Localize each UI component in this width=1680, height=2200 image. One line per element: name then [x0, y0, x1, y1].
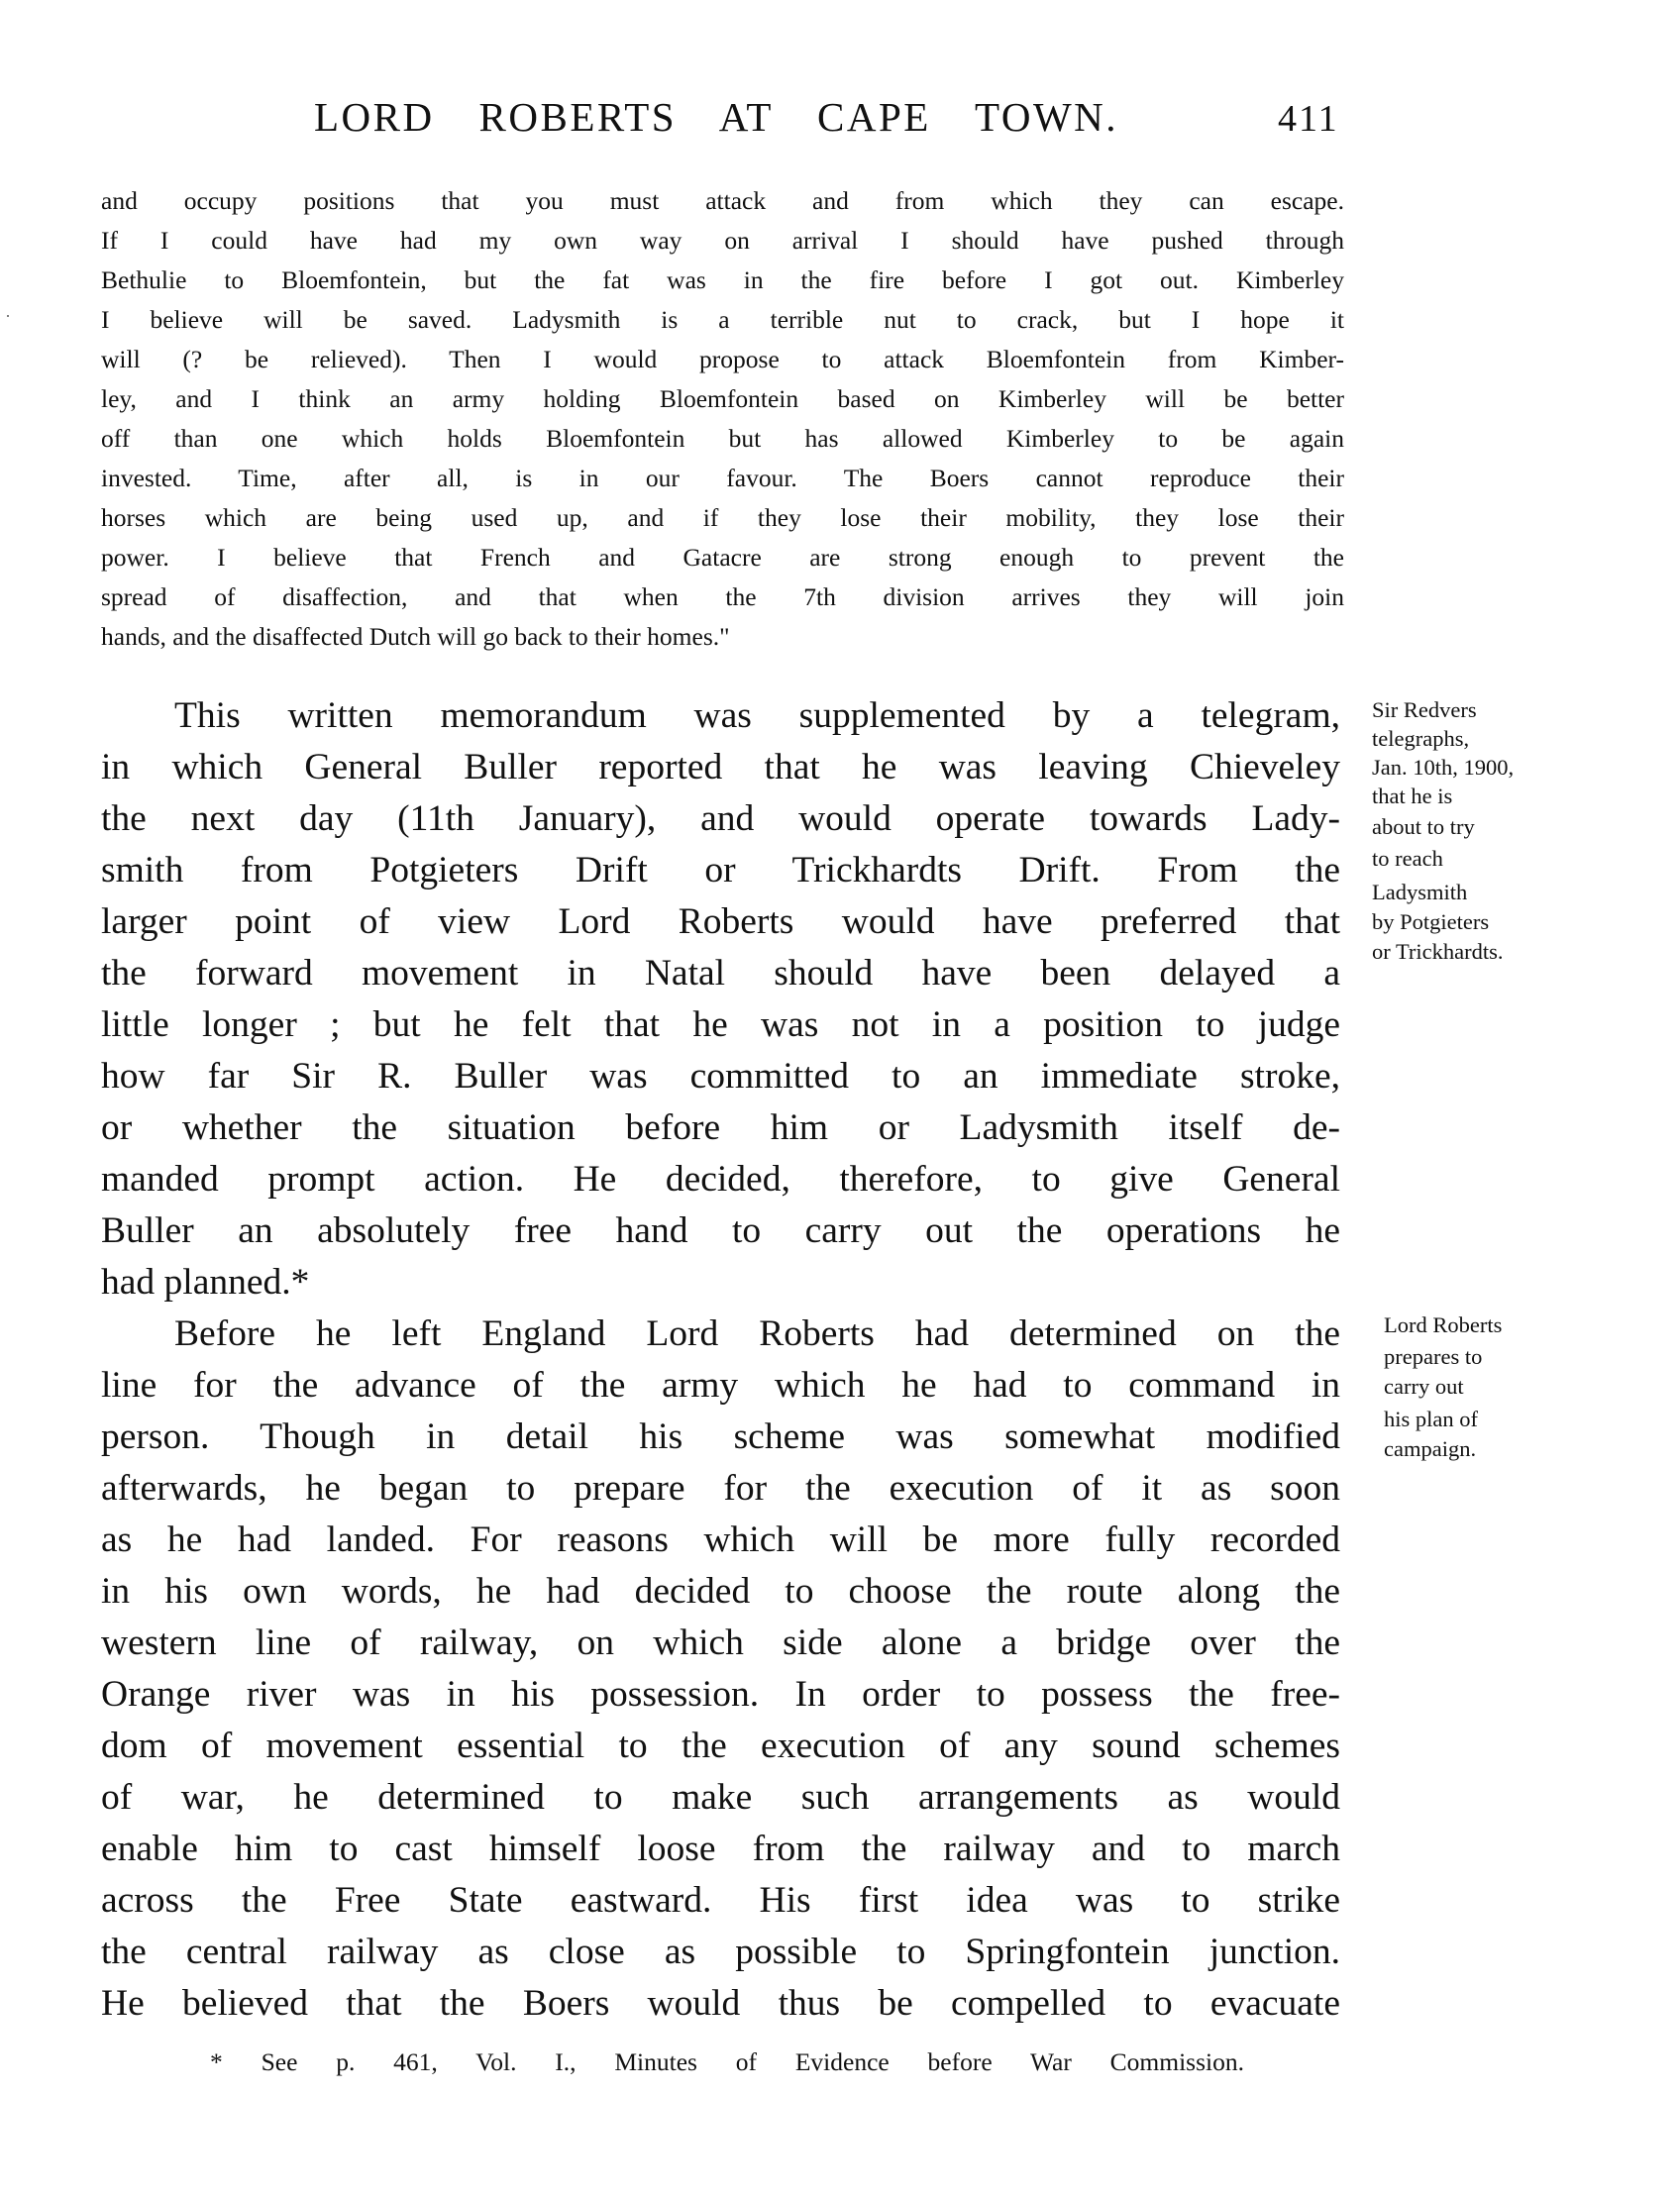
body-line: He believed that the Boers would thus be compelled to evacuate	[101, 1983, 1340, 2024]
marginal-line: Ladysmith	[1372, 880, 1468, 904]
quote-line: ley, and I think an army holding Bloemfontein based on Kimberley will be better	[101, 384, 1344, 413]
body-line: as he had landed. For reasons which will be more fully recorded	[101, 1519, 1340, 1560]
body-line: the forward movement in Natal should have been delayed a	[101, 953, 1340, 994]
marginal-line: his plan of	[1384, 1407, 1478, 1431]
quote-line: will (? be relieved). Then I would propose to attack Bloemfontein from Kimber-	[101, 345, 1344, 373]
body-line: in his own words, he had decided to choose the route along the	[101, 1571, 1340, 1612]
quote-line: power. I believe that French and Gatacre are strong enough to prevent the	[101, 543, 1344, 572]
marginal-line: or Trickhardts.	[1372, 939, 1504, 964]
body-line: afterwards, he began to prepare for the execution of it as soon	[101, 1468, 1340, 1509]
quote-line: horses which are being used up, and if they lose their mobility, they lose their	[101, 503, 1344, 532]
marginal-line: Lord Roberts	[1384, 1312, 1503, 1337]
body-line: the next day (11th January), and would operate towards Lady-	[101, 798, 1340, 839]
body-line: larger point of view Lord Roberts would have preferred that	[101, 901, 1340, 942]
body-line: across the Free State eastward. His first idea was to strike	[101, 1880, 1340, 1921]
marginal-line: telegraphs,	[1372, 726, 1470, 751]
marginal-line: carry out	[1384, 1374, 1464, 1399]
marginal-line: Jan. 10th, 1900,	[1372, 755, 1515, 780]
scan-speck	[7, 315, 9, 317]
marginal-line: about to try	[1372, 814, 1475, 839]
body-line: manded prompt action. He decided, therefore, to give General	[101, 1159, 1340, 1200]
marginal-line: that he is	[1372, 784, 1453, 808]
body-line: person. Though in detail his scheme was somewhat modified	[101, 1416, 1340, 1457]
marginal-line: by Potgieters	[1372, 909, 1490, 934]
body-line: dom of movement essential to the execution of any sound schemes	[101, 1726, 1340, 1766]
body-line: of war, he determined to make such arrangements as would	[101, 1777, 1340, 1818]
quote-line: I believe will be saved. Ladysmith is a terrible nut to crack, but I hope it	[101, 305, 1344, 334]
footnote: * See p. 461, Vol. I., Minutes of Evidence before War Commission.	[210, 2047, 1244, 2076]
quote-line: and occupy positions that you must attack and from which they can escape.	[101, 186, 1344, 215]
marginal-line: Sir Redvers	[1372, 697, 1477, 722]
body-line: This written memorandum was supplemented by a telegram,	[174, 695, 1340, 736]
quote-line: If I could have had my own way on arrival I should have pushed through	[101, 226, 1344, 255]
body-line: or whether the situation before him or Ladysmith itself de-	[101, 1107, 1340, 1148]
quote-line: hands, and the disaffected Dutch will go back to their homes."	[101, 622, 730, 651]
body-line: the central railway as close as possible to Springfontein junction.	[101, 1932, 1340, 1972]
quote-line: spread of disaffection, and that when the 7th division arrives they will join	[101, 582, 1344, 611]
body-line: western line of railway, on which side alone a bridge over the	[101, 1623, 1340, 1663]
body-line: little longer ; but he felt that he was not in a position to judge	[101, 1004, 1340, 1045]
quote-line: Bethulie to Bloemfontein, but the fat was in the fire before I got out. Kimberley	[101, 265, 1344, 294]
marginal-line: to reach	[1372, 846, 1443, 871]
body-line: Buller an absolutely free hand to carry out the operations he	[101, 1210, 1340, 1251]
body-line: line for the advance of the army which he had to command in	[101, 1365, 1340, 1406]
running-title: LORD ROBERTS AT CAPE TOWN.	[314, 94, 1118, 140]
body-line: had planned.*	[101, 1262, 310, 1303]
body-line: enable him to cast himself loose from the railway and to march	[101, 1829, 1340, 1869]
page-number: 411	[1278, 98, 1339, 140]
body-line: Orange river was in his possession. In order to possess the free-	[101, 1674, 1340, 1715]
quote-line: off than one which holds Bloemfontein but has allowed Kimberley to be again	[101, 424, 1344, 453]
body-line: how far Sir R. Buller was committed to an immediate stroke,	[101, 1056, 1340, 1097]
body-line: in which General Buller reported that he was leaving Chieveley	[101, 747, 1340, 787]
body-line: Before he left England Lord Roberts had determined on the	[174, 1313, 1340, 1354]
marginal-line: prepares to	[1384, 1344, 1483, 1369]
body-line: smith from Potgieters Drift or Trickhardts Drift. From the	[101, 850, 1340, 890]
marginal-line: campaign.	[1384, 1436, 1477, 1461]
quote-line: invested. Time, after all, is in our favour. The Boers cannot reproduce their	[101, 464, 1344, 492]
